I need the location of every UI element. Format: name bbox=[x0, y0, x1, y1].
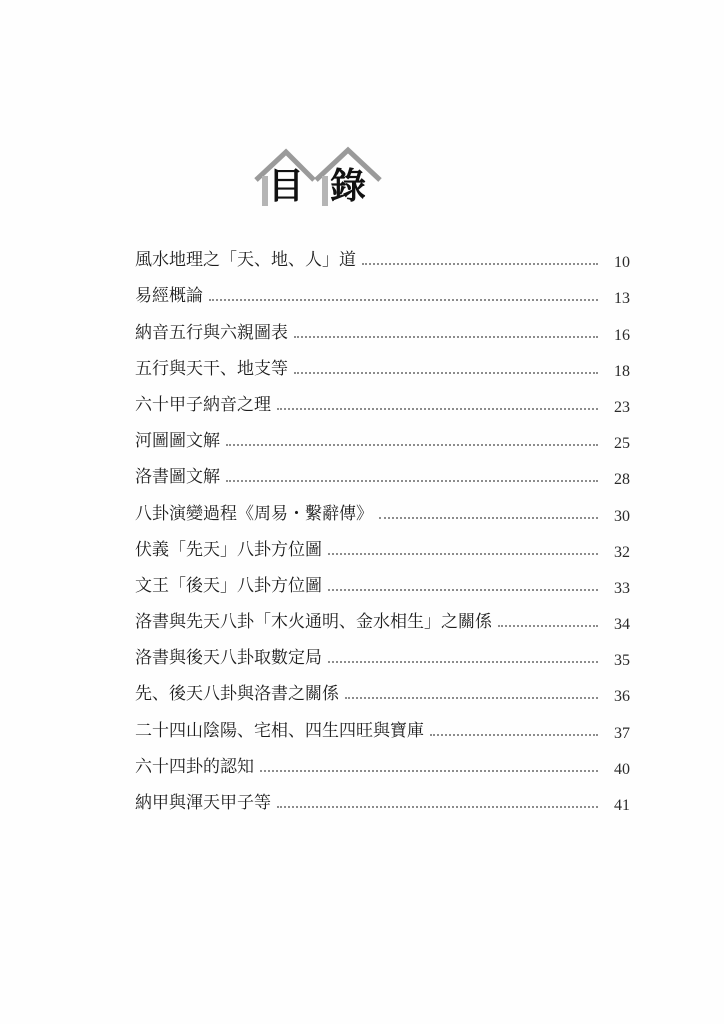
toc-entry-page: 30 bbox=[614, 507, 630, 525]
toc-entry-title: 伏義「先天」八卦方位圖 bbox=[135, 539, 322, 560]
toc-entry[interactable] bbox=[135, 566, 630, 602]
toc-entry[interactable] bbox=[135, 493, 630, 529]
toc-entry-title: 洛書與後天八卦取數定局 bbox=[135, 648, 322, 669]
toc-entry-page: 25 bbox=[614, 435, 630, 453]
toc-entry-title: 易經概論 bbox=[135, 286, 203, 307]
leader-dots bbox=[277, 407, 598, 410]
table-of-contents bbox=[135, 240, 630, 819]
leader-dots bbox=[226, 479, 598, 482]
toc-entry-page: 28 bbox=[614, 471, 630, 489]
leader-dots bbox=[362, 262, 598, 265]
leader-dots bbox=[277, 805, 598, 808]
toc-title bbox=[252, 140, 392, 210]
leader-dots bbox=[294, 335, 598, 338]
leader-dots bbox=[345, 696, 598, 699]
leader-dots bbox=[328, 660, 598, 663]
toc-entry-page: 40 bbox=[614, 760, 630, 778]
title-char-mu: 目 bbox=[268, 165, 305, 207]
leader-dots bbox=[209, 298, 598, 301]
toc-entry-page: 35 bbox=[614, 652, 630, 670]
leader-dots bbox=[328, 552, 598, 555]
toc-entry-title: 五行與天干、地支等 bbox=[135, 358, 288, 379]
leader-dots bbox=[379, 516, 598, 519]
toc-entry-page: 34 bbox=[614, 616, 630, 634]
toc-entry-page: 16 bbox=[614, 326, 630, 344]
toc-entry[interactable] bbox=[135, 747, 630, 783]
toc-entry[interactable] bbox=[135, 276, 630, 312]
toc-entry-title: 納甲與渾天甲子等 bbox=[135, 793, 271, 813]
toc-entry-title: 洛書圖文解 bbox=[135, 467, 220, 488]
title-char-lu: 錄 bbox=[330, 165, 367, 207]
toc-entry-title: 六十四卦的認知 bbox=[135, 756, 254, 777]
toc-entry[interactable] bbox=[135, 349, 630, 385]
toc-entry[interactable] bbox=[135, 421, 630, 457]
toc-entry[interactable] bbox=[135, 240, 630, 276]
toc-entry-page: 41 bbox=[614, 797, 630, 814]
leader-dots bbox=[328, 588, 598, 591]
toc-entry[interactable] bbox=[135, 312, 630, 348]
toc-entry-title: 先、後天八卦與洛書之關係 bbox=[135, 684, 339, 705]
toc-entry-page: 32 bbox=[614, 543, 630, 561]
leader-dots bbox=[294, 371, 598, 374]
toc-entry[interactable] bbox=[135, 385, 630, 421]
leader-dots bbox=[498, 624, 598, 627]
toc-entry[interactable] bbox=[135, 638, 630, 674]
toc-entry-title: 六十甲子納音之理 bbox=[135, 394, 271, 415]
toc-entry-title: 二十四山陰陽、宅相、四生四旺與寶庫 bbox=[135, 720, 424, 741]
toc-entry-page: 33 bbox=[614, 579, 630, 597]
toc-entry-title: 文王「後天」八卦方位圖 bbox=[135, 575, 322, 596]
toc-entry[interactable] bbox=[135, 674, 630, 710]
toc-entry-title: 洛書與先天八卦「木火通明、金水相生」之關係 bbox=[135, 612, 492, 633]
toc-entry-page: 13 bbox=[614, 290, 630, 308]
toc-entry-page: 10 bbox=[614, 254, 630, 272]
toc-entry-title: 納音五行與六親圖表 bbox=[135, 322, 288, 343]
leader-dots bbox=[430, 733, 598, 736]
leader-dots bbox=[260, 769, 598, 772]
toc-entry-page: 23 bbox=[614, 398, 630, 416]
toc-entry-title: 風水地理之「天、地、人」道 bbox=[135, 250, 356, 271]
toc-entry[interactable] bbox=[135, 530, 630, 566]
toc-entry[interactable] bbox=[135, 710, 630, 746]
toc-entry[interactable] bbox=[135, 602, 630, 638]
toc-entry-title: 八卦演變過程《周易・繫辭傳》 bbox=[135, 503, 373, 524]
toc-entry[interactable] bbox=[135, 457, 630, 493]
toc-entry-page: 18 bbox=[614, 362, 630, 380]
toc-entry-page: 36 bbox=[614, 688, 630, 706]
toc-entry-page: 37 bbox=[614, 724, 630, 742]
toc-entry[interactable] bbox=[135, 783, 630, 819]
leader-dots bbox=[226, 443, 598, 446]
toc-entry-title: 河圖圖文解 bbox=[135, 431, 220, 452]
